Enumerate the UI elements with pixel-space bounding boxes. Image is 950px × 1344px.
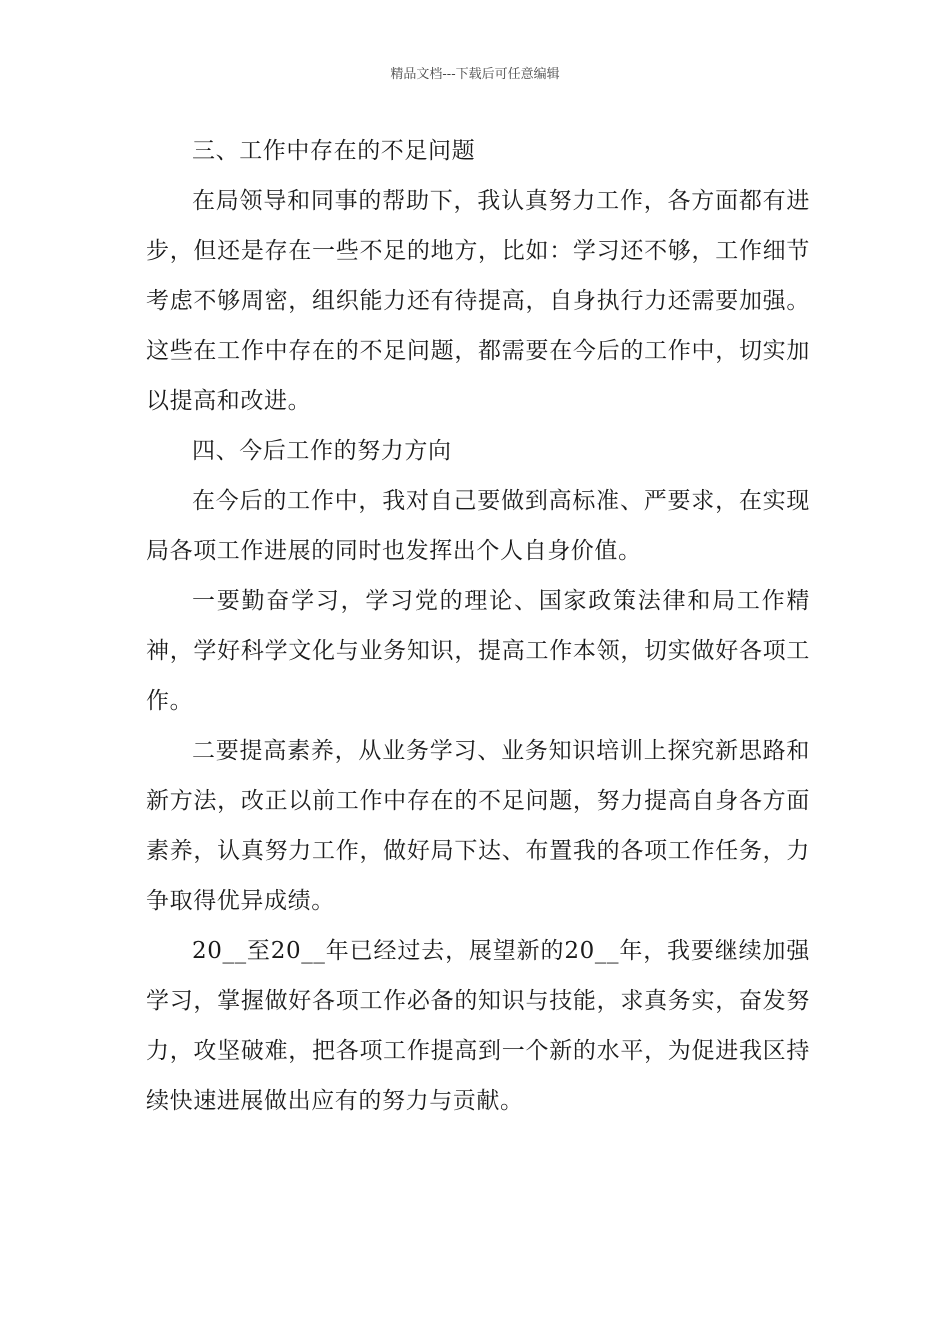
section-heading-4: 四、今后工作的努力方向 xyxy=(192,438,452,464)
paragraph-shortcomings: 在局领导和同事的帮助下，我认真努力工作，各方面都有进步，但还是存在一些不足的地方，比如：学习还不够，工作细节考虑不够周密，组织能力还有待提高，自身执行力还需要加强。这些在工作中存在的不足问题，都需要在今后的工作中，切实加以提高和改进。 xyxy=(146,188,810,414)
paragraph-future-intro: 在今后的工作中，我对自己要做到高标准、严要求，在实现局各项工作进展的同时也发挥出个人自身价值。 xyxy=(146,488,810,564)
page-header: 精品文档---下载后可任意编辑 xyxy=(390,67,560,82)
document-body xyxy=(146,126,810,1126)
paragraph-point-2: 二要提高素养，从业务学习、业务知识培训上探究新思路和新方法，改正以前工作中存在的不足问题，努力提高自身各方面素养，认真努力工作，做好局下达、布置我的各项工作任务，力争取得优异成绩。 xyxy=(146,738,810,914)
paragraph-point-1: 一要勤奋学习，学习党的理论、国家政策法律和局工作精神，学好科学文化与业务知识，提高工作本领，切实做好各项工作。 xyxy=(146,588,810,714)
paragraph-conclusion: 20__至20__年已经过去，展望新的20__年，我要继续加强学习，掌握做好各项工作必备的知识与技能，求真务实，奋发努力，攻坚破难，把各项工作提高到一个新的水平，为促进我区持续快速进展做出应有的努力与贡献。 xyxy=(146,938,810,1114)
section-heading-3: 三、工作中存在的不足问题 xyxy=(192,138,476,164)
